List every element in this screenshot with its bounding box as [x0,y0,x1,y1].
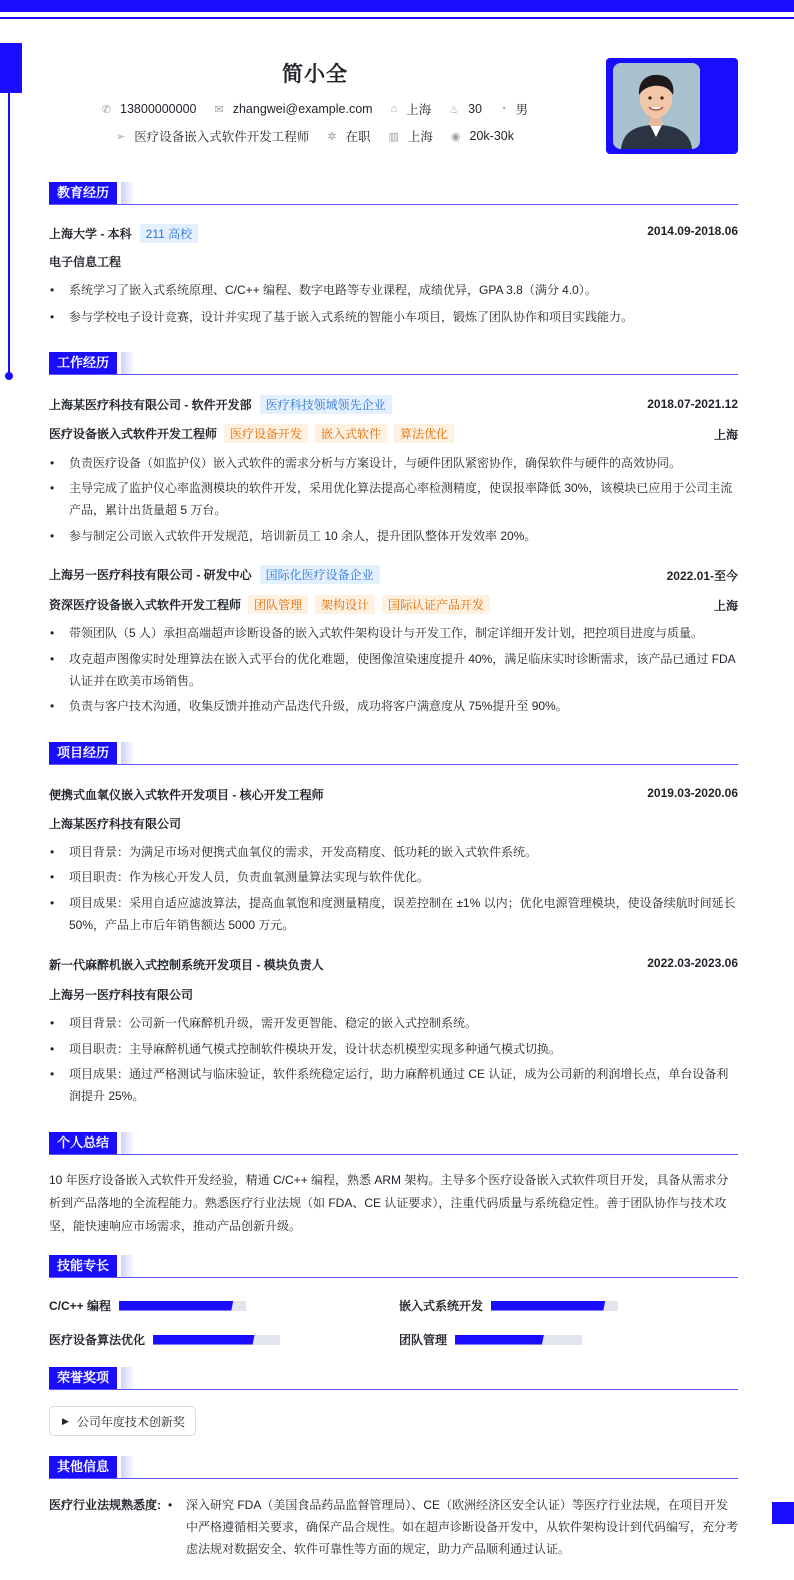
gender-item [500,100,528,118]
section-underline [49,1277,738,1278]
role-tag: 算法优化 [394,424,454,443]
list-item: • 项目背景：为满足市场对便携式血氧仪的需求，开发高精度、低功耗的嵌入式软件系统。 [49,841,738,863]
section-skills-header [49,1255,738,1279]
skill-bar-fill [491,1301,605,1311]
target-city-text: 上海 [407,130,433,144]
work-company [49,395,738,414]
honor-text: 公司年度技术创新奖 [76,1414,185,1429]
left-accent-dot [5,372,13,380]
phone-text: 13800000000 [120,102,197,116]
list-item: • 项目职责：主导麻醉机通气模式控制软件模块开发，设计状态机模型实现多种通气模式切换。 [49,1038,738,1060]
list-item: • 项目背景：公司新一代麻醉机升级，需开发更智能、稳定的嵌入式控制系统。 [49,1012,738,1034]
company-name: 上海某医疗科技有限公司 - 软件开发部 [49,398,252,412]
role-tag: 国际认证产品开发 [382,595,490,614]
age-text: 30 [468,102,483,116]
sun-icon: ✲ [327,130,337,143]
school-tag: 211 高校 [140,224,198,243]
skill-bar-fill [153,1335,255,1345]
section-title-fade [121,1367,135,1389]
section-title: 技能专长 [49,1255,117,1277]
role-name: 医疗设备嵌入式软件开发工程师 [49,427,218,441]
list-item: • 主导完成了监护仪心率监测模块的软件开发，采用优化算法提高心率检测精度，使误报率降低 30%，该模块已应用于公司主流产品，累计出货量超 5 万台。 [49,477,738,521]
status-text: 在职 [345,130,371,144]
skill-item [49,1331,280,1348]
position-item [116,127,309,145]
other-info-text: • 深入研究 FDA（美国食品药品监督管理局）、CE（欧洲经济区安全认证）等医疗行业法规，在项目开发中严格遵循相关要求，确保产品合规性。如在超声诊断设备开发中，从软件架构设计到代码编写，充分考虑法规对数据安全、软件可靠性等方面的规定，助力产品顺利通过认证。 [168,1494,738,1560]
company-tag: 国际化医疗设备企业 [260,565,380,584]
role-name: 资深医疗设备嵌入式软件开发工程师 [49,598,242,612]
target-city-item [388,127,432,145]
skill-name: C/C++ 编程 [49,1299,112,1313]
role-tag: 架构设计 [315,595,375,614]
skill-bar [153,1335,280,1345]
city-text: 上海 [406,103,432,117]
right-accent-block [772,1502,794,1524]
section-title: 个人总结 [49,1132,117,1154]
section-education-header [49,182,738,206]
mail-icon: ✉ [214,103,224,116]
list-item: • 参与制定公司嵌入式软件开发规范，培训新员工 10 余人，提升团队整体开发效率 20%。 [49,525,738,547]
list-item: • 项目成果：采用自适应滤波算法，提高血氧饱和度测量精度，误差控制在 ±1% 以内；优化电源管理模块，使设备续航时间延长 50%，产品上市后年销售额达 5000 万元。 [49,892,738,936]
project-date: 2019.03-2020.06 [647,786,738,800]
section-title-fade [121,742,135,764]
section-title: 其他信息 [49,1456,117,1478]
skill-name: 团队管理 [399,1333,448,1347]
section-underline [49,764,738,765]
position-text: 医疗设备嵌入式软件开发工程师 [134,130,310,144]
skill-bar [455,1335,582,1345]
work-company [49,565,738,584]
section-summary-header [49,1132,738,1156]
list-item: • 项目成果：通过严格测试与临床验证，软件系统稳定运行，助力麻醉机通过 CE 认证，成为公司新的利润增长点，单台设备利润提升 25%。 [49,1063,738,1107]
home-icon: ⌂ [390,103,398,115]
list-item: • 带领团队（5 人）承担高端超声诊断设备的嵌入式软件架构设计与开发工作，制定详细开发计划，把控项目进度与质量。 [49,622,738,644]
section-title-fade [121,1456,135,1478]
status-item [327,127,370,145]
send-icon: ➢ [116,130,126,143]
education-school [49,224,738,243]
project-title: 新一代麻醉机嵌入式控制系统开发项目 - 模块负责人 [49,958,324,972]
role-tag: 嵌入式软件 [315,424,387,443]
list-item: • 负责医疗设备（如监护仪）嵌入式软件的需求分析与方案设计，与硬件团队紧密协作，确保软件与硬件的高效协同。 [49,452,738,474]
project-company: 上海某医疗科技有限公司 [49,817,182,831]
avatar [613,63,700,149]
skill-bar-fill [455,1335,544,1345]
building-icon: ▥ [388,130,399,143]
section-title-fade [121,1255,135,1277]
company-tag: 医疗科技领域领先企业 [260,395,392,414]
role-tag: 医疗设备开发 [224,424,308,443]
candidate-name: 简小全 [282,63,348,86]
top-accent-line [0,17,794,19]
salary-item [451,129,514,143]
section-projects-header [49,742,738,766]
role-tag: 团队管理 [248,595,308,614]
job-intent-row [0,127,630,145]
company-name: 上海另一医疗科技有限公司 - 研发中心 [49,568,252,582]
cake-icon: ♨ [449,103,460,116]
coin-icon: ◉ [450,130,461,143]
section-work-header [49,352,738,376]
work-date: 2018.07-2021.12 [647,397,738,411]
phone-item [102,102,197,116]
section-underline [49,374,738,375]
work-date: 2022.01-至今 [666,569,738,583]
work-role [49,595,738,614]
section-underline [49,204,738,205]
list-item: • 项目职责：作为核心开发人员，负责血氧测量算法实现与软件优化。 [49,866,738,888]
project-title: 便携式血氧仪嵌入式软件开发项目 - 核心开发工程师 [49,788,324,802]
gender-text: 男 [515,103,529,117]
work-city: 上海 [713,599,738,613]
section-title: 工作经历 [49,352,117,374]
list-item: • 系统学习了嵌入式系统原理、C/C++ 编程、数字电路等专业课程，成绩优异，GPA 3.8（满分 4.0）。 [49,279,738,301]
list-item: • 攻克超声图像实时处理算法在嵌入式平台的优化难题，使图像渲染速度提升 40%，满足临床实时诊断需求，该产品已通过 FDA 认证并在欧美市场销售。 [49,648,738,692]
skill-item [49,1297,246,1314]
list-item: • 参与学校电子设计竞赛，设计并实现了基于嵌入式系统的智能小车项目，锻炼了团队协作和项目实践能力。 [49,306,738,328]
section-title: 项目经历 [49,742,117,764]
section-title-fade [121,182,135,204]
email-text: zhangwei@example.com [232,102,373,116]
skill-bar-fill [119,1301,233,1311]
phone-icon: ✆ [101,103,112,116]
section-underline [49,1154,738,1155]
skill-bar [491,1301,618,1311]
section-other-header [49,1456,738,1480]
project-company: 上海另一医疗科技有限公司 [49,988,194,1002]
section-underline [49,1389,738,1390]
section-honors-header [49,1367,738,1391]
contact-info-row [0,100,630,118]
section-title: 荣誉奖项 [49,1367,117,1389]
age-item [449,102,482,116]
skill-item [399,1297,618,1314]
skill-bar [119,1301,246,1311]
section-underline [49,1478,738,1479]
work-role [49,424,738,443]
skill-name: 嵌入式系统开发 [399,1299,484,1313]
honor-item[interactable] [49,1406,196,1436]
salary-text: 20k-30k [469,129,514,143]
skill-name: 医疗设备算法优化 [49,1333,146,1347]
city-item [391,100,432,118]
gender-icon: ◔ [500,103,507,115]
other-info-label: 医疗行业法规熟悉度: [49,1498,161,1512]
education-date: 2014.09-2018.06 [647,224,738,238]
list-item: • 负责与客户技术沟通，收集反馈并推动产品迭代升级，成功将客户满意度从 75%提升至 90%。 [49,695,738,717]
section-title-fade [121,1132,135,1154]
section-title: 教育经历 [49,182,117,204]
project-date: 2022.03-2023.06 [647,956,738,970]
play-icon: ▶ [62,1415,69,1426]
school-name: 上海大学 - 本科 [49,227,132,241]
skill-item [399,1331,582,1348]
email-item [215,102,373,116]
work-city: 上海 [713,428,738,442]
top-accent-bar [0,0,794,12]
summary-text: 10 年医疗设备嵌入式软件开发经验，精通 C/C++ 编程，熟悉 ARM 架构。主导多个医疗设备嵌入式软件项目开发，具备从需求分析到产品落地的全流程能力。熟悉医疗行业法规（如 FDA、CE 认证要求），注重代码质量与系统稳定性。善于团队协作与技术攻坚，能快速响应市场需求，推动产品创新升级。 [49,1173,729,1233]
section-title-fade [121,352,135,374]
education-major: 电子信息工程 [49,255,122,269]
